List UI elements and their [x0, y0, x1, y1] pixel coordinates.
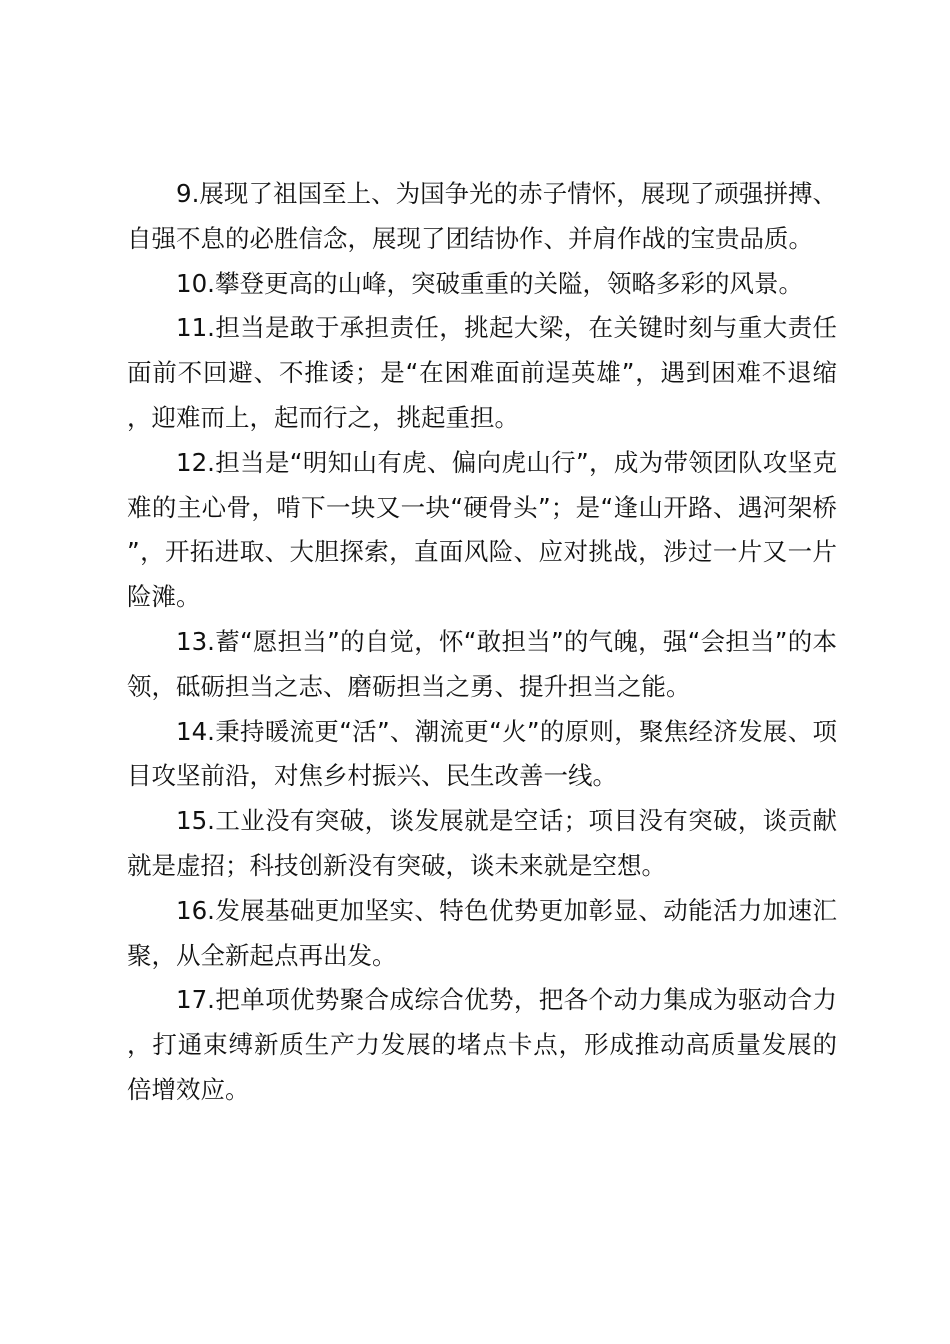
paragraph-14: 14.秉持暖流更“活”、潮流更“火”的原则，聚焦经济发展、项目攻坚前沿，对焦乡村振兴、民生改善一线。	[127, 716, 837, 791]
paragraph-12: 12.担当是“明知山有虎、偏向虎山行”，成为带领团队攻坚克难的主心骨，啃下一块又一块“硬骨头”；是“逢山开路、遇河架桥”，开拓进取、大胆探索，直面风险、应对挑战，涉过一片又一片险滩。	[127, 447, 837, 612]
paragraph-11: 11.担当是敢于承担责任，挑起大梁，在关键时刻与重大责任面前不回避、不推诿；是“在困难面前逞英雄”，遇到困难不退缩，迎难而上，起而行之，挑起重担。	[127, 313, 837, 432]
paragraph-13: 13.蓄“愿担当”的自觉，怀“敢担当”的气魄，强“会担当”的本领，砥砺担当之志、磨砺担当之勇、提升担当之能。	[127, 626, 837, 701]
paragraph-15: 15.工业没有突破，谈发展就是空话；项目没有突破，谈贡献就是虚招；科技创新没有突破，谈未来就是空想。	[127, 806, 837, 880]
paragraph-10: 10.攀登更高的山峰，突破重重的关隘，领略多彩的风景。	[176, 268, 803, 298]
document-body	[127, 172, 837, 1113]
paragraph-17: 17.把单项优势聚合成综合优势，把各个动力集成为驱动合力，打通束缚新质生产力发展的堵点卡点，形成推动高质量发展的倍增效应。	[127, 985, 837, 1104]
paragraph-16: 16.发展基础更加坚实、特色优势更加彰显、动能活力加速汇聚，从全新起点再出发。	[127, 895, 837, 970]
paragraph-9: 9.展现了祖国至上、为国争光的赤子情怀，展现了顽强拼搏、自强不息的必胜信念，展现了团结协作、并肩作战的宝贵品质。	[127, 179, 837, 253]
